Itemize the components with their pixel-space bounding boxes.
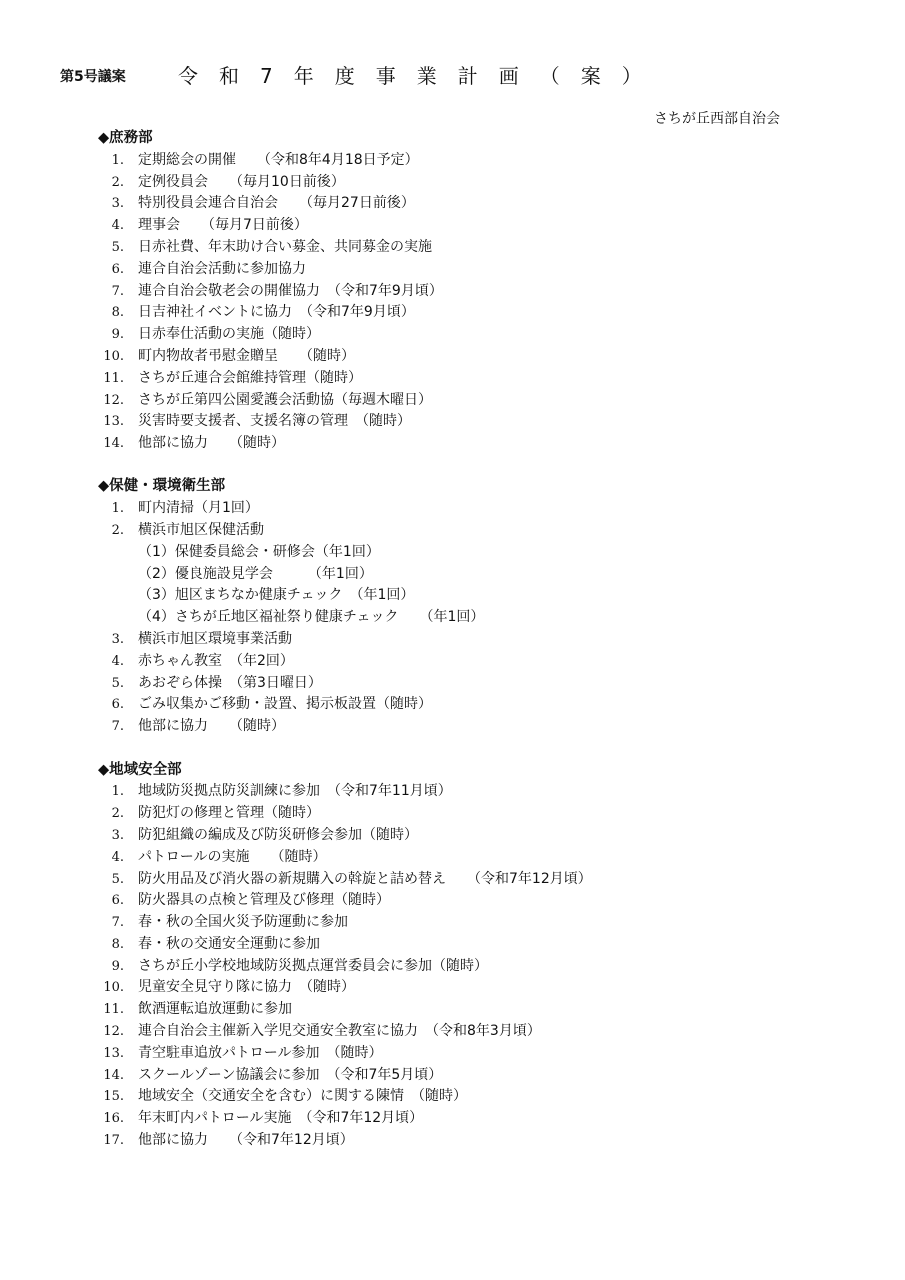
item-number: 16.	[103, 1111, 124, 1127]
item-number: 15.	[103, 1089, 124, 1105]
list-item	[98, 324, 858, 346]
item-text: ごみ収集かご移動・設置、掲示板設置（随時）	[138, 696, 432, 713]
item-text: 青空駐車追放パトロール参加 （随時）	[138, 1044, 383, 1061]
item-text: 連合自治会敬老会の開催協力 （令和7年9月頃）	[138, 282, 443, 299]
list-item	[98, 368, 858, 390]
item-text: スクールゾーン協議会に参加 （令和7年5月頃）	[138, 1066, 443, 1083]
list-item	[98, 172, 858, 194]
item-text: 日赤社費、年末助け合い募金、共同募金の実施	[138, 238, 432, 255]
item-list	[98, 498, 858, 738]
plan-content	[98, 128, 858, 1173]
item-number: 13.	[103, 414, 124, 430]
item-text: さちが丘連合会館維持管理（随時）	[138, 369, 362, 386]
list-item	[98, 629, 858, 651]
item-text: 町内清掃（月1回）	[138, 500, 259, 517]
item-text: 年末町内パトロール実施 （令和7年12月頃）	[138, 1110, 424, 1127]
item-text: （2）優良施設見学会 （年1回）	[138, 565, 373, 582]
item-number: 14.	[103, 436, 124, 452]
list-item	[98, 411, 858, 433]
item-number: 5.	[111, 675, 124, 691]
list-item	[98, 215, 858, 237]
item-text: パトロールの実施 （随時）	[138, 848, 327, 865]
item-text: 防犯灯の修理と管理（随時）	[138, 805, 320, 822]
item-number: 4.	[111, 218, 124, 234]
document-title: 令和7年度事業計画（案）	[178, 64, 663, 88]
item-text: 他部に協力 （随時）	[138, 718, 285, 735]
item-text: 他部に協力 （随時）	[138, 435, 285, 452]
list-item	[98, 1021, 858, 1043]
item-number: 5.	[111, 239, 124, 255]
item-text: 防火用品及び消火器の新規購入の斡旋と詰め替え （令和7年12月頃）	[138, 870, 592, 887]
list-item	[98, 498, 858, 520]
sub-list-item	[98, 607, 858, 629]
item-number: 12.	[103, 1024, 124, 1040]
list-item	[98, 346, 858, 368]
item-number: 3.	[111, 632, 124, 648]
item-text: 地域安全（交通安全を含む）に関する陳情 （随時）	[138, 1088, 467, 1105]
item-number: 7.	[111, 915, 124, 931]
item-number: 3.	[111, 196, 124, 212]
document-header	[60, 60, 860, 88]
item-text: あおぞら体操 （第3日曜日）	[138, 674, 322, 691]
list-item	[98, 302, 858, 324]
item-text: 理事会 （毎月7日前後）	[138, 217, 308, 234]
item-number: 2.	[111, 174, 124, 190]
section-title: ◆地域安全部	[98, 761, 182, 778]
item-number: 5.	[111, 871, 124, 887]
list-item	[98, 1130, 858, 1152]
list-item	[98, 716, 858, 738]
item-number: 6.	[111, 261, 124, 277]
item-number: 12.	[103, 392, 124, 408]
section-title: ◆保健・環境衛生部	[98, 478, 226, 495]
item-text: 地域防災拠点防災訓練に参加 （令和7年11月頃）	[138, 783, 452, 800]
item-number: 17.	[103, 1133, 124, 1149]
item-text: 防犯組織の編成及び防災研修会参加（随時）	[138, 826, 418, 843]
item-number: 11.	[103, 1002, 124, 1018]
item-text: 春・秋の全国火災予防運動に参加	[138, 914, 348, 931]
item-number: 9.	[111, 327, 124, 343]
list-item	[98, 651, 858, 673]
section-community-safety	[98, 760, 858, 1152]
item-number: 1.	[111, 784, 124, 800]
item-text: さちが丘第四公園愛護会活動協（毎週木曜日）	[138, 391, 432, 408]
item-text: 定例役員会 （毎月10日前後）	[138, 173, 345, 190]
item-number: 8.	[111, 305, 124, 321]
item-number: 14.	[103, 1067, 124, 1083]
item-text: 連合自治会主催新入学児交通安全教室に協力 （令和8年3月頃）	[138, 1023, 541, 1040]
item-number: 11.	[103, 370, 124, 386]
list-item	[98, 433, 858, 455]
list-item	[98, 237, 858, 259]
list-item	[98, 150, 858, 172]
item-text: 横浜市旭区保健活動	[138, 522, 264, 539]
list-item	[98, 934, 858, 956]
item-number: 10.	[103, 348, 124, 364]
item-number: 4.	[111, 849, 124, 865]
sub-list-item	[98, 564, 858, 586]
item-text: 児童安全見守り隊に協力 （随時）	[138, 979, 355, 996]
item-text: 町内物故者弔慰金贈呈 （随時）	[138, 347, 355, 364]
list-item	[98, 956, 858, 978]
list-item	[98, 520, 858, 542]
item-text: 横浜市旭区環境事業活動	[138, 631, 292, 648]
item-number: 9.	[111, 958, 124, 974]
item-text: 災害時要支援者、支援名簿の管理 （随時）	[138, 413, 411, 430]
list-item	[98, 390, 858, 412]
list-item	[98, 673, 858, 695]
item-number: 7.	[111, 719, 124, 735]
list-item	[98, 912, 858, 934]
item-text: 定期総会の開催 （令和8年4月18日予定）	[138, 151, 419, 168]
list-item	[98, 1086, 858, 1108]
list-item	[98, 847, 858, 869]
item-number: 1.	[111, 152, 124, 168]
item-number: 7.	[111, 283, 124, 299]
item-number: 10.	[103, 980, 124, 996]
sub-list-item	[98, 542, 858, 564]
list-item	[98, 869, 858, 891]
list-item	[98, 803, 858, 825]
list-item	[98, 890, 858, 912]
item-number: 8.	[111, 936, 124, 952]
list-item	[98, 825, 858, 847]
item-text: 他部に協力 （令和7年12月頃）	[138, 1132, 354, 1149]
item-number: 4.	[111, 653, 124, 669]
list-item	[98, 193, 858, 215]
list-item	[98, 259, 858, 281]
item-number: 13.	[103, 1045, 124, 1061]
item-text: 赤ちゃん教室 （年2回）	[138, 652, 294, 669]
section-health-environment	[98, 476, 858, 738]
item-number: 6.	[111, 893, 124, 909]
list-item	[98, 1065, 858, 1087]
item-text: 特別役員会連合自治会 （毎月27日前後）	[138, 195, 415, 212]
sub-list-item	[98, 585, 858, 607]
list-item	[98, 999, 858, 1021]
list-item	[98, 781, 858, 803]
item-text: 日赤奉仕活動の実施（随時）	[138, 326, 320, 343]
item-text: さちが丘小学校地域防災拠点運営委員会に参加（随時）	[138, 957, 488, 974]
item-text: 飲酒運転追放運動に参加	[138, 1001, 292, 1018]
list-item	[98, 694, 858, 716]
item-number: 2.	[111, 523, 124, 539]
item-text: （1）保健委員総会・研修会（年1回）	[138, 543, 380, 560]
item-text: 連合自治会活動に参加協力	[138, 260, 306, 277]
section-general-affairs	[98, 128, 858, 455]
list-item	[98, 977, 858, 999]
item-number: 6.	[111, 697, 124, 713]
item-text: 日吉神社イベントに協力 （令和7年9月頃）	[138, 304, 415, 321]
document-number: 第5号議案	[60, 69, 126, 85]
item-text: 防火器具の点検と管理及び修理（随時）	[138, 892, 390, 909]
item-text: （4）さちが丘地区福祉祭り健康チェック （年1回）	[138, 609, 485, 626]
section-title: ◆庶務部	[98, 130, 153, 146]
item-text: 春・秋の交通安全運動に参加	[138, 935, 320, 952]
item-number: 2.	[111, 806, 124, 822]
item-number: 1.	[111, 501, 124, 517]
list-item	[98, 281, 858, 303]
item-list	[98, 150, 858, 455]
item-list	[98, 781, 858, 1152]
organization-name: さちが丘西部自治会	[654, 111, 780, 127]
list-item	[98, 1043, 858, 1065]
list-item	[98, 1108, 858, 1130]
item-text: （3）旭区まちなか健康チェック （年1回）	[138, 587, 415, 604]
item-number: 3.	[111, 827, 124, 843]
